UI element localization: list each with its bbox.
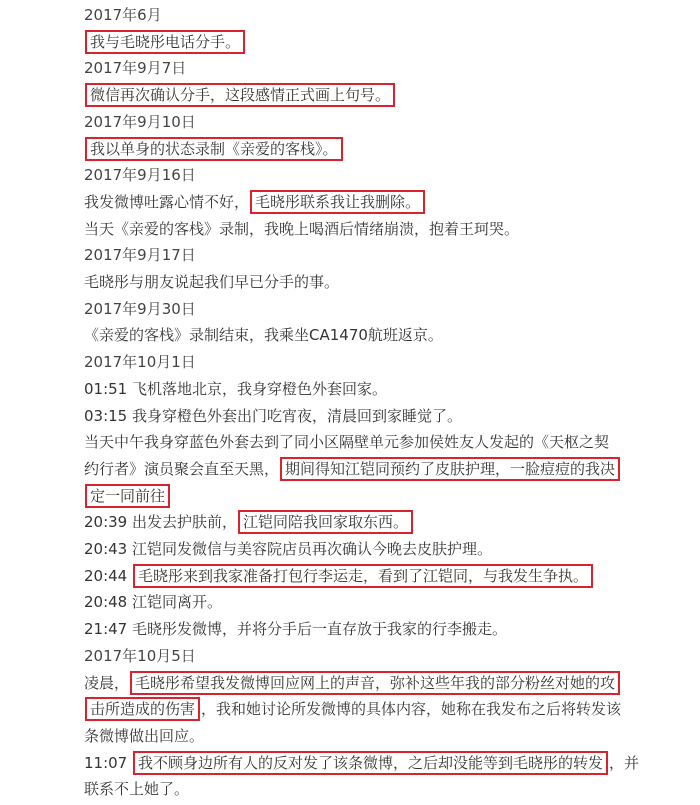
timeline-entry (84, 723, 690, 749)
text-segment: 毛晓彤与朋友说起我们早已分手的事。 (84, 273, 340, 291)
timeline-entry (84, 189, 690, 215)
text-segment: 约行者》演员聚会直至天黑， (84, 459, 280, 478)
text-segment: 联系不上她了。 (84, 780, 190, 799)
text-segment: 03:15 我身穿橙色外套出门吃宵夜，清晨回到家睡觉了。 (84, 406, 462, 425)
text-segment: 2017年9月17日 (84, 246, 196, 265)
timeline-date (84, 296, 690, 322)
timeline-entry (84, 589, 690, 615)
text-segment: 20:48 江铠同离开。 (84, 593, 222, 612)
timeline-date (84, 2, 690, 28)
timeline-entry (84, 509, 690, 535)
text-segment: 2017年9月10日 (84, 112, 196, 131)
timeline-entry (84, 403, 690, 429)
timeline-date (84, 162, 690, 188)
timeline-entry (84, 216, 690, 242)
text-segment: 20:44 (84, 566, 132, 585)
timeline-entry (84, 136, 690, 162)
text-segment: 2017年10月5日 (84, 646, 196, 665)
text-segment: 2017年9月30日 (84, 299, 196, 318)
highlighted-text: 我以单身的状态录制《亲爱的客栈》。 (85, 137, 343, 161)
timeline-entry (84, 750, 690, 776)
text-segment: 20:39 出发去护肤前， (84, 513, 237, 532)
highlighted-text: 期间得知江铠同预约了皮肤护理，一脸痘痘的我决 (280, 457, 620, 481)
timeline-date (84, 55, 690, 81)
timeline-entry (84, 670, 690, 696)
timeline-entry (84, 82, 690, 108)
highlighted-text: 击所造成的伤害 (85, 697, 200, 721)
highlighted-text: 江铠同陪我回家取东西。 (238, 510, 413, 534)
timeline-date (84, 109, 690, 135)
timeline-entry (84, 483, 690, 509)
text-segment: 11:07 (84, 753, 132, 772)
timeline-entry (84, 322, 690, 348)
text-segment: 2017年9月7日 (84, 59, 187, 78)
text-segment: 2017年10月1日 (84, 353, 196, 372)
timeline-entry (84, 456, 690, 482)
text-segment: 2017年6月 (84, 6, 162, 24)
timeline-entry (84, 776, 690, 802)
text-segment: 《亲爱的客栈》录制结束，我乘坐CA1470航班返京。 (84, 326, 443, 345)
timeline-entry (84, 29, 690, 55)
text-segment: 当天《亲爱的客栈》录制，我晚上喝酒后情绪崩溃，抱着王珂哭。 (84, 219, 520, 238)
timeline-entry (84, 376, 690, 402)
text-segment: 凌晨， (84, 673, 130, 692)
highlighted-text: 毛晓彤联系我让我删除。 (250, 190, 425, 214)
highlighted-text: 微信再次确认分手，这段感情正式画上句号。 (85, 83, 395, 107)
text-segment: ，我和她讨论所发微博的具体内容，她称在我发布之后将转发该 (201, 700, 622, 719)
timeline-entry (84, 536, 690, 562)
timeline-date (84, 242, 690, 268)
highlighted-text: 毛晓彤希望我发微博回应网上的声音，弥补这些年我的部分粉丝对她的攻 (130, 671, 620, 695)
timeline-entry (84, 696, 690, 722)
text-segment: 条微博做出回应。 (84, 726, 205, 745)
text-segment: 01:51 飞机落地北京，我身穿橙色外套回家。 (84, 379, 387, 398)
text-segment: ，并 (609, 753, 640, 772)
timeline-entry (84, 429, 690, 455)
timeline-date (84, 349, 690, 375)
timeline-entry (84, 616, 690, 642)
highlighted-text: 定一同前往 (85, 484, 170, 508)
highlighted-text: 我不顾身边所有人的反对发了该条微博，之后却没能等到毛晓彤的转发 (133, 751, 608, 775)
highlighted-text: 毛晓彤来到我家准备打包行李运走，看到了江铠同，与我发生争执。 (133, 564, 593, 588)
timeline-entry (84, 563, 690, 589)
text-segment: 当天中午我身穿蓝色外套去到了同小区隔壁单元参加侯姓友人发起的《天枢之契 (84, 433, 610, 452)
timeline-entry (84, 269, 690, 295)
text-segment: 2017年9月16日 (84, 166, 196, 185)
text-segment: 20:43 江铠同发微信与美容院店员再次确认今晚去皮肤护理。 (84, 540, 492, 558)
highlighted-text: 我与毛晓彤电话分手。 (85, 30, 245, 54)
timeline-date (84, 643, 690, 669)
text-segment: 我发微博吐露心情不好， (84, 192, 250, 211)
text-segment: 21:47 毛晓彤发微博，并将分手后一直存放于我家的行李搬走。 (84, 620, 507, 639)
